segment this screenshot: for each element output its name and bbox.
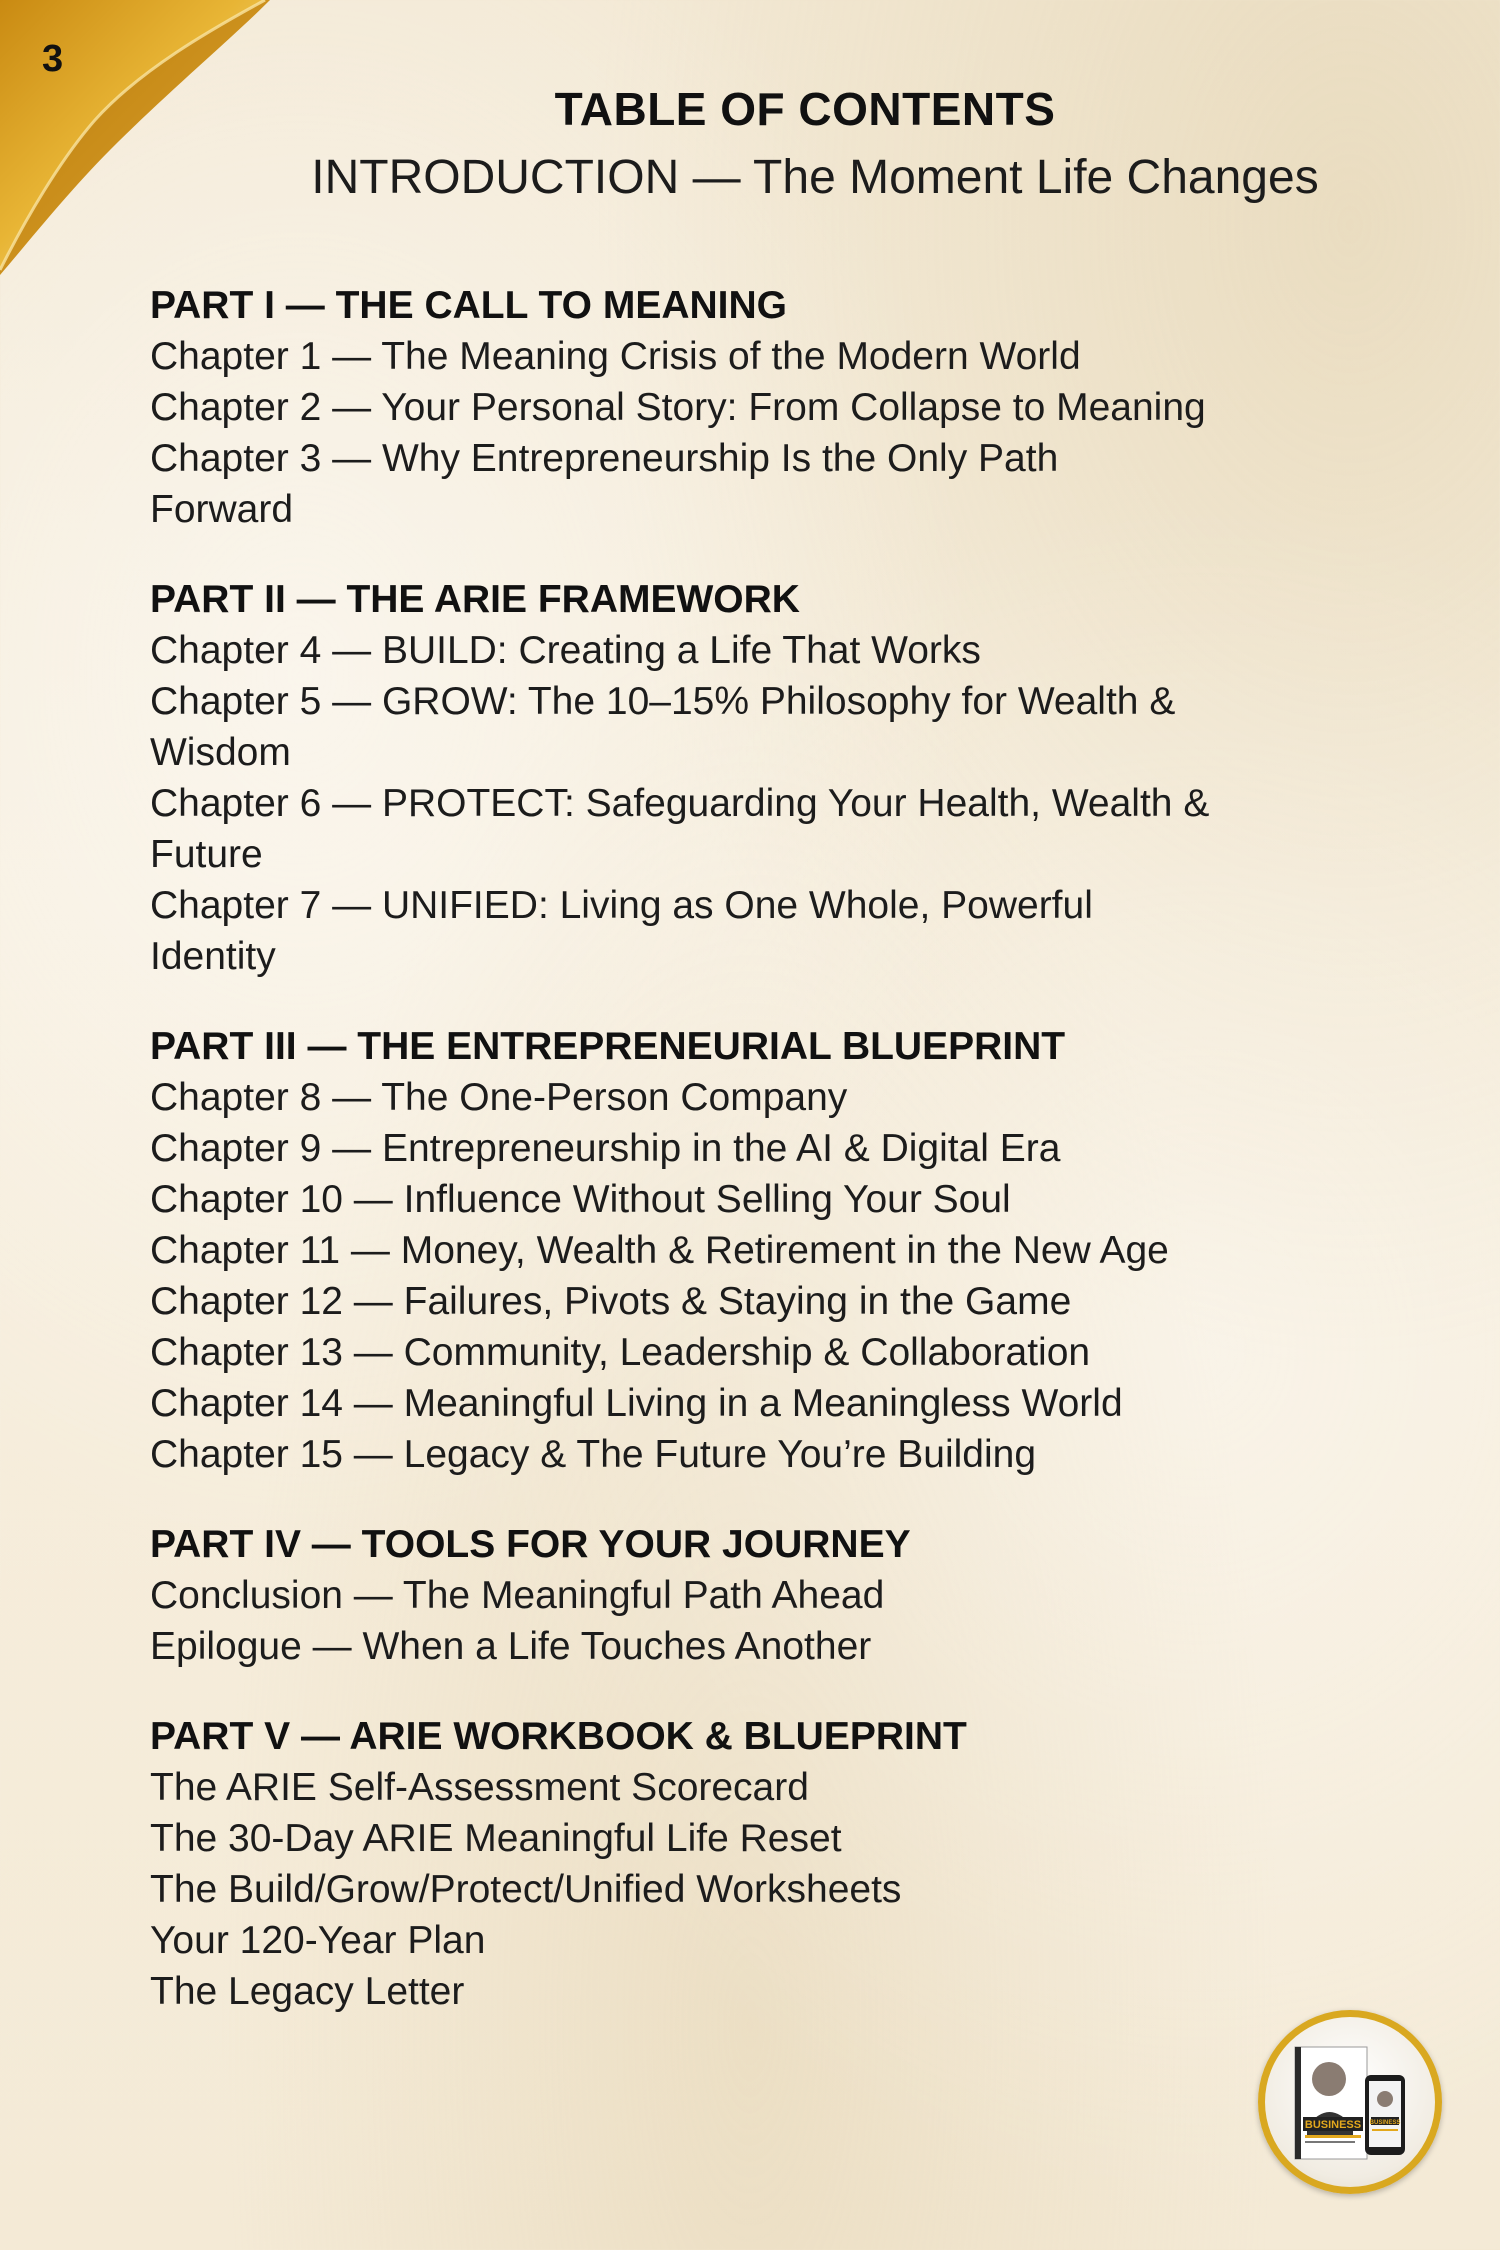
toc-entry: Chapter 11 — Money, Wealth & Retirement in the New Age (150, 1229, 1169, 1272)
toc-entry: Chapter 1 — The Meaning Crisis of the Modern World (150, 335, 1081, 378)
toc-entry: Your 120-Year Plan (150, 1919, 486, 1962)
part-heading: PART IV — TOOLS FOR YOUR JOURNEY (150, 1523, 911, 1566)
badge-book-word: BUSINESS (1304, 2119, 1362, 2131)
part-heading: PART V — ARIE WORKBOOK & BLUEPRINT (150, 1715, 967, 1758)
toc-entry: Chapter 3 — Why Entrepreneurship Is the Only Path (150, 437, 1059, 480)
part-heading: PART II — THE ARIE FRAMEWORK (150, 578, 800, 621)
toc-part-2 (150, 574, 1380, 982)
toc-entry: The 30-Day ARIE Meaningful Life Reset (150, 1817, 842, 1860)
toc-entry: The ARIE Self-Assessment Scorecard (150, 1766, 809, 1809)
book-badge (1258, 2010, 1442, 2194)
toc-part-3 (150, 1021, 1380, 1480)
page-title: TABLE OF CONTENTS (554, 83, 1056, 135)
toc-entry: The Legacy Letter (150, 1970, 465, 2013)
toc-entry: Chapter 5 — GROW: The 10–15% Philosophy for Wealth & (150, 680, 1176, 723)
badge-phone-word: BUSINESS (1369, 2120, 1401, 2126)
part-heading: PART III — THE ENTREPRENEURIAL BLUEPRINT (150, 1025, 1066, 1068)
toc-entry: Chapter 7 — UNIFIED: Living as One Whole, Powerful (150, 884, 1093, 927)
toc-entry: Chapter 13 — Community, Leadership & Collaboration (150, 1331, 1091, 1374)
toc-entry: Identity (150, 935, 276, 978)
toc-entry: Chapter 6 — PROTECT: Safeguarding Your Health, Wealth & (150, 782, 1210, 825)
toc-entry: The Build/Grow/Protect/Unified Worksheets (150, 1868, 902, 1911)
toc-entry: Chapter 12 — Failures, Pivots & Staying in the Game (150, 1280, 1072, 1323)
toc-part-5 (150, 1711, 1380, 2017)
toc-entry: Chapter 2 — Your Personal Story: From Collapse to Meaning (150, 386, 1206, 429)
toc-entry: Epilogue — When a Life Touches Another (150, 1625, 872, 1668)
part-heading: PART I — THE CALL TO MEANING (150, 284, 788, 327)
toc-entry: Chapter 10 — Influence Without Selling Your Soul (150, 1178, 1011, 1221)
toc-part-4 (150, 1519, 1380, 1672)
toc-list (150, 280, 1380, 2056)
toc-entry: Chapter 15 — Legacy & The Future You’re Building (150, 1433, 1037, 1476)
introduction-line: INTRODUCTION — The Moment Life Changes (311, 151, 1319, 204)
book-cover-icon (1265, 2017, 1435, 2187)
toc-entry: Conclusion — The Meaningful Path Ahead (150, 1574, 885, 1617)
toc-entry: Wisdom (150, 731, 291, 774)
toc-entry: Chapter 9 — Entrepreneurship in the AI & Digital Era (150, 1127, 1061, 1170)
toc-entry: Chapter 4 — BUILD: Creating a Life That Works (150, 629, 981, 672)
toc-entry: Chapter 8 — The One-Person Company (150, 1076, 848, 1119)
toc-part-1 (150, 280, 1380, 535)
page-number: 3 (42, 38, 64, 80)
toc-entry: Chapter 14 — Meaningful Living in a Meaningless World (150, 1382, 1123, 1425)
toc-entry: Forward (150, 488, 294, 531)
toc-entry: Future (150, 833, 263, 876)
